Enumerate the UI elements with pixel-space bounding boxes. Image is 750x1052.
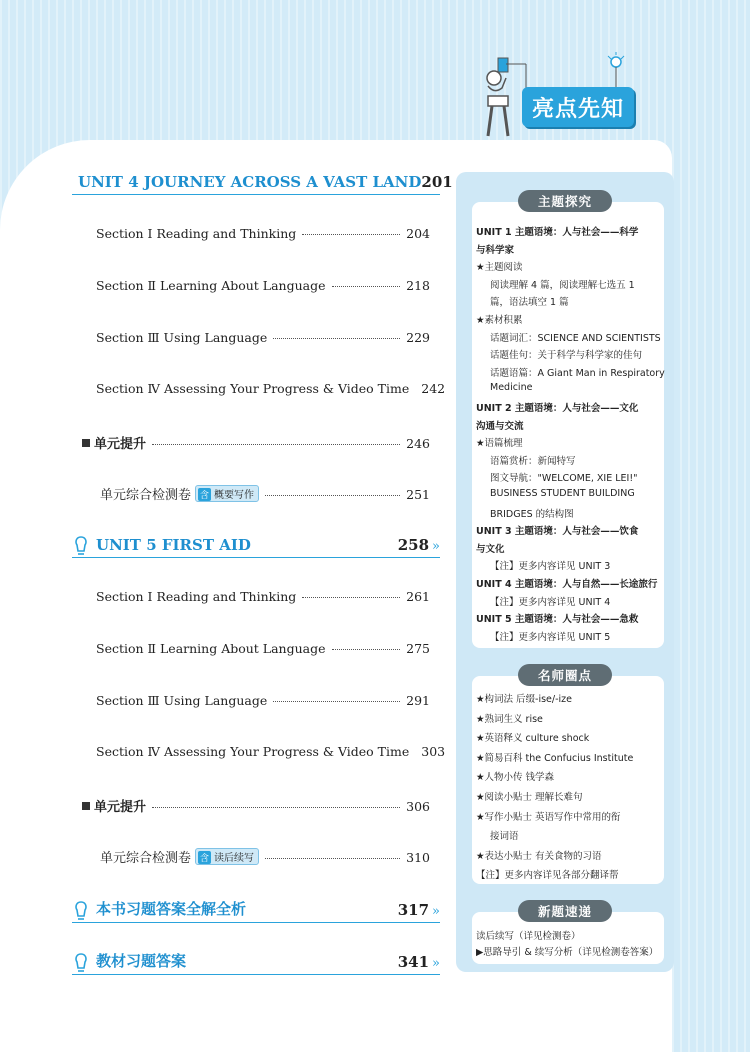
answers-page: 317: [397, 901, 430, 919]
panel-line: ▶思路导引 & 续写分析（详见检测卷答案）: [476, 947, 659, 958]
entry-label: 单元提升: [94, 800, 147, 815]
tips-box-heading: 名师圈点: [518, 664, 612, 686]
panel-line: 【注】更多内容详见各部分翻译帮: [476, 870, 619, 882]
panel-line: UNIT 3 主题语境：人与社会——饮食: [476, 526, 639, 538]
bulb-bullet-icon: [72, 535, 90, 557]
leader-dots: [152, 807, 400, 808]
panel-line: 【注】更多内容详见 UNIT 3: [490, 561, 611, 573]
tag-badge: [195, 848, 259, 865]
panel-line: 语篇赏析：新闻特写: [490, 455, 576, 467]
panel-line: UNIT 4 主题语境：人与自然——长途旅行: [476, 579, 658, 590]
toc-answers-row[interactable]: [72, 896, 440, 923]
toc-textbook-answers-row[interactable]: [72, 948, 440, 975]
toc-entry[interactable]: [96, 381, 446, 396]
textbook-answers-page: 341: [397, 953, 430, 971]
toc-unit5-row[interactable]: [72, 531, 440, 558]
entry-label: Section Ⅳ Assessing Your Progress & Video Time: [96, 744, 410, 759]
new-items-box-heading: 新题速递: [518, 900, 612, 922]
toc-entry-test[interactable]: [100, 484, 430, 503]
tag-mark: 含: [198, 488, 211, 501]
entry-label: Section Ⅱ Learning About Language: [96, 278, 326, 293]
panel-line: ★简易百科 the Confucius Institute: [476, 752, 634, 764]
entry-label: Section Ⅲ Using Language: [96, 330, 268, 345]
panel-line: UNIT 1 主题语境：人与社会——科学: [476, 227, 639, 238]
entry-label: 单元综合检测卷: [100, 851, 192, 866]
textbook-answers-title: 教材习题答案: [96, 952, 187, 970]
leader-dots: [332, 649, 401, 650]
entry-page: 246: [406, 436, 430, 451]
entry-label: Section Ⅱ Learning About Language: [96, 641, 326, 656]
entry-page: 303: [421, 744, 446, 759]
entry-label: Section Ⅲ Using Language: [96, 693, 268, 708]
panel-line: 话题佳句：关于科学与科学家的佳句: [490, 350, 643, 362]
panel-line: 接词语: [490, 831, 519, 843]
bulb-bullet-icon: [72, 900, 90, 922]
unit4-page: 201: [421, 173, 453, 191]
panel-line: 图文导航："WELCOME, XIE LEI!": [490, 473, 638, 485]
panel-line: 与科学家: [476, 244, 515, 256]
panel-line: ★素材积累: [476, 315, 523, 326]
panel-line: BRIDGES 的结构图: [490, 508, 574, 520]
entry-page: 242: [421, 381, 446, 396]
panel-line: 话题语篇：A Giant Man in Respiratory: [490, 367, 665, 379]
square-bullet-icon: [82, 439, 90, 447]
toc-entry-improve[interactable]: [82, 433, 430, 452]
panel-line: 话题词汇：SCIENCE AND SCIENTISTS: [490, 332, 661, 344]
entry-label: Section Ⅳ Assessing Your Progress & Video Time: [96, 381, 410, 396]
entry-page: 275: [406, 641, 430, 656]
panel-line: 篇，语法填空 1 篇: [490, 297, 569, 309]
answers-title: 本书习题答案全解全析: [96, 900, 247, 918]
entry-label: 单元综合检测卷: [100, 488, 192, 503]
panel-line: ★写作小贴士 英语写作中常用的衔: [476, 811, 621, 823]
panel-line: UNIT 5 主题语境：人与社会——急救: [476, 614, 639, 626]
entry-page: 306: [406, 799, 430, 814]
leader-dots: [302, 597, 400, 598]
lightbulb-icon: [604, 52, 628, 92]
unit4-title: UNIT 4 JOURNEY ACROSS A VAST LAND: [78, 173, 422, 191]
entry-page: 310: [406, 850, 430, 865]
page-title-badge: 亮点先知: [522, 87, 634, 127]
entry-page: 229: [406, 330, 430, 345]
toc-entry[interactable]: [96, 744, 446, 759]
toc-entry[interactable]: [96, 589, 430, 604]
toc-unit4-row[interactable]: [72, 168, 453, 195]
toc-entry-test[interactable]: [100, 847, 430, 866]
panel-line: 与文化: [476, 543, 505, 555]
panel-line: 阅读理解 4 篇，阅读理解七选五 1: [490, 279, 635, 291]
entry-page: 291: [406, 693, 430, 708]
unit5-arrow: »: [432, 539, 440, 554]
panel-line: 【注】更多内容详见 UNIT 5: [490, 631, 611, 643]
panel-line: 沟通与交流: [476, 420, 524, 432]
tag-badge: [195, 485, 259, 502]
panel-line: Medicine: [490, 382, 533, 394]
leader-dots: [152, 444, 400, 445]
tag-text: 概要写作: [214, 490, 255, 501]
leader-dots: [332, 286, 401, 287]
leader-dots: [265, 495, 400, 496]
leader-dots: [273, 701, 400, 702]
bulb-bullet-icon: [72, 952, 90, 974]
tag-mark: 含: [198, 851, 211, 864]
toc-entry[interactable]: [96, 641, 430, 656]
panel-line: UNIT 2 主题语境：人与社会——文化: [476, 403, 639, 414]
entry-page: 218: [406, 278, 430, 293]
panel-line: ★语篇梳理: [476, 438, 523, 450]
entry-label: Section Ⅰ Reading and Thinking: [96, 226, 297, 241]
leader-dots: [302, 234, 400, 235]
topic-box-heading: 主题探究: [518, 190, 612, 212]
panel-line: ★构词法 后缀-ise/-ize: [476, 694, 572, 705]
answers-arrow: »: [432, 904, 440, 919]
square-bullet-icon: [82, 802, 90, 810]
tag-text: 读后续写: [214, 853, 255, 864]
panel-line: ★人物小传 钱学森: [476, 772, 555, 784]
toc-entry[interactable]: [96, 330, 430, 345]
robot-icon: [476, 48, 528, 140]
entry-label: 单元提升: [94, 437, 147, 452]
panel-line: 【注】更多内容详见 UNIT 4: [490, 596, 611, 608]
toc-entry[interactable]: [96, 226, 430, 241]
panel-line: BUSINESS STUDENT BUILDING: [490, 488, 635, 499]
leader-dots: [273, 338, 400, 339]
panel-line: ★表达小贴士 有关食物的习语: [476, 850, 602, 862]
unit5-page: 258: [397, 536, 430, 554]
toc-entry[interactable]: [96, 278, 430, 293]
entry-page: 261: [406, 589, 430, 604]
panel-line: ★主题阅读: [476, 262, 523, 274]
panel-line: ★阅读小贴士 理解长难句: [476, 792, 583, 803]
toc-entry[interactable]: [96, 693, 430, 708]
entry-page: 251: [406, 487, 430, 502]
textbook-answers-arrow: »: [432, 956, 440, 971]
leader-dots: [265, 858, 400, 859]
panel-line: 读后续写（详见检测卷）: [476, 931, 581, 942]
toc-entry-improve[interactable]: [82, 796, 430, 815]
panel-line: ★英语释义 culture shock: [476, 733, 590, 745]
entry-label: Section Ⅰ Reading and Thinking: [96, 589, 297, 604]
unit5-title: UNIT 5 FIRST AID: [96, 536, 251, 554]
entry-page: 204: [406, 226, 430, 241]
panel-line: ★熟词生义 rise: [476, 713, 543, 725]
